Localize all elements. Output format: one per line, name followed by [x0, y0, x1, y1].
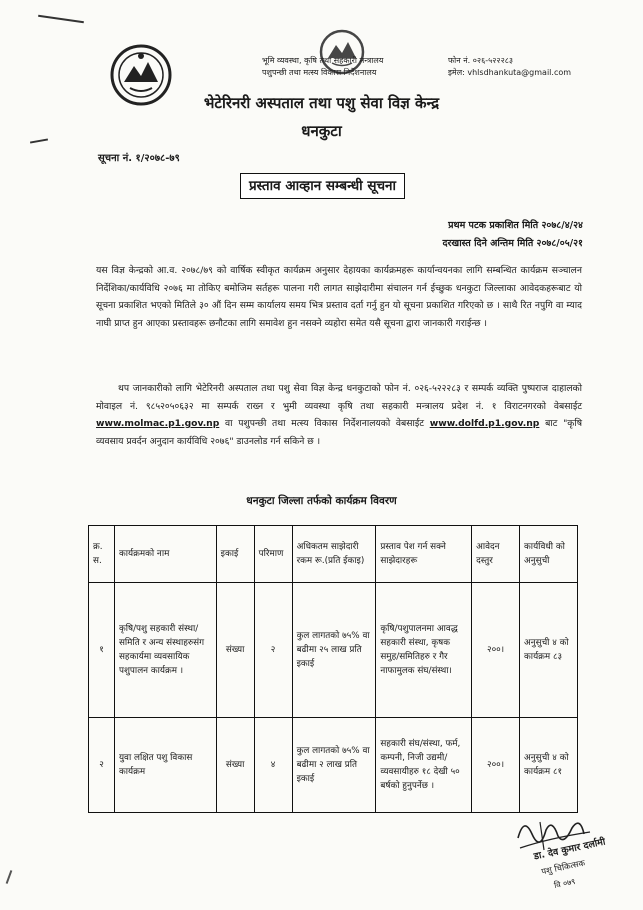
- notice-number: सूचना नं. १/२०७८-७९: [98, 153, 180, 164]
- deadline-date: दरखास्त दिने अन्तिम मिति २०७८/०५/२१: [442, 238, 583, 249]
- signatory-title: पशु चिकित्सक: [540, 858, 587, 878]
- website-link-dolfd[interactable]: www.dolfd.p1.gov.np: [429, 418, 540, 429]
- office-name: भेटेरिनरी अस्पताल तथा पशु सेवा विज्ञ केन्द्र: [203, 94, 440, 112]
- ministry-line1: भूमि व्यवस्था, कृषि तथा सहकारी मन्त्रालय: [262, 56, 384, 65]
- body-paragraph-1: यस विज्ञ केन्द्रको आ.व. २०७८/७९ को वार्षिक स्वीकृत कार्यक्रम अनुसार देहायका कार्यक्रमहरू कार्यान्वयनका लागि सम्बन्धित कार्यक्रम सञ्चालन निर्देशिका/कार्यविधि २०७६ मा तोकिए बमोजिम सर्तहरू पालना गरी लागत साझेदारीमा संचालन गर्न ईच्छुक धनकुटा जिल्लाका आवेदकहरूबाट यो सूचना प्रकाशित भएको मितिले ३० औं दिन सम्म कार्यालय समय भित्र प्रस्ताव दर्ता गर्नु हुन यो सूचना प्रकाशित गरिएको छ । साथै रित नपुगि वा म्याद नाघी प्राप्त हुन आएका प्रस्तावहरू छनौटका लागि समावेश हुन नसक्ने व्यहोरा समेत यसै सूचना द्वारा जानकारी गराईन्छ ।: [96, 265, 582, 329]
- ministry-line2: पशुपन्छी तथा मत्स्य विकास निर्देशनालय: [262, 68, 377, 77]
- signatory-name: डा. देव कुमार दर्लामी: [532, 836, 607, 863]
- scan-mark: [38, 15, 84, 23]
- office-city: धनकुटा: [301, 122, 342, 140]
- table-title: धनकुटा जिल्ला तर्फको कार्यक्रम विवरण: [246, 495, 397, 507]
- notice-subject: प्रस्ताव आव्हान सम्बन्धी सूचना: [240, 173, 405, 199]
- col-header-fee: आवेदन दस्तुर: [472, 526, 520, 583]
- cell-annex: अनुसुची ४ को कार्यक्रम ८१: [520, 718, 578, 813]
- cell-annex: अनुसुची ४ को कार्यक्रम ८३: [520, 583, 578, 718]
- cell-qty: ४: [254, 718, 292, 813]
- body-paragraph-2: [96, 380, 582, 450]
- scan-mark: [6, 870, 13, 884]
- col-header-amount: अधिकतम साझेदारी रकम रू.(प्रति ईकाइ): [292, 526, 376, 583]
- first-published-date: प्रथम पटक प्रकाशित मिति २०७८/४/२४: [448, 220, 583, 231]
- cell-partners: कृषि/पशुपालनमा आवद्ध सहकारी संस्था, कृषक समुह/समितिहरु र गैर नाफामुलक संघ/संस्था।: [376, 583, 472, 718]
- signatory-extra: वि ०७९: [553, 876, 577, 891]
- cell-sn: २: [89, 718, 115, 813]
- cell-partners: सहकारी संघ/संस्था, फर्म, कम्पनी, निजी उद्यमी/व्यवसायीहरु १८ देखी ५० बर्षको हुनुपर्नेछ ।: [376, 718, 472, 813]
- cell-name: युवा लक्षित पशु विकास कार्यक्रम: [114, 718, 216, 813]
- col-header-name: कार्यक्रमको नाम: [114, 526, 216, 583]
- col-header-sn: क्र. स.: [89, 526, 115, 583]
- ministry-block: [262, 55, 442, 79]
- paragraph2-part-b: वा पशुपन्छी तथा मत्स्य विकास निर्देशनालयको वेबसाईट: [225, 418, 424, 429]
- email-text: इमेल: vhlsdhankuta@gmail.com: [448, 68, 572, 77]
- contact-block: [448, 55, 608, 79]
- table-header-row: [89, 526, 578, 583]
- table-row: [89, 583, 578, 718]
- paragraph2-part-c: बाट "कृषि व्यवसाय प्रवर्दन अनुदान कार्यविधि २०७६" डाउनलोड गर्न सकिने छ ।: [96, 418, 583, 447]
- cell-sn: १: [89, 583, 115, 718]
- paragraph2-part-a: थप जानकारीको लागि भेटेरिनरी अस्पताल तथा पशु सेवा विज्ञ केन्द्र धनकुटाको फोन नं. ०२६-५२२२८३ र सम्पर्क व्यक्ति पुष्पराज दाहालको मोवाइल नं. ९८५२०५०६३२ मा सम्पर्क राख्न र भुमी व्यवस्था कृषि तथा सहकारी मन्त्रालय प्रदेश नं. १ विराटनगरको वेबसाईट: [96, 383, 582, 412]
- cell-qty: २: [254, 583, 292, 718]
- website-link-molmac[interactable]: www.molmac.p1.gov.np: [96, 418, 220, 429]
- col-header-annex: कार्यविधी को अनुसुची: [520, 526, 578, 583]
- cell-unit: संख्या: [216, 718, 254, 813]
- col-header-partners: प्रस्ताव पेश गर्न सक्ने साझेदारहरू: [376, 526, 472, 583]
- cell-amount: कुल लागतको ७५% वा बढीमा २ लाख प्रति इकाई: [292, 718, 376, 813]
- cell-fee: २००।: [472, 583, 520, 718]
- program-table: [88, 525, 578, 813]
- col-header-qty: परिमाण: [254, 526, 292, 583]
- table-row: [89, 718, 578, 813]
- cell-unit: संख्या: [216, 583, 254, 718]
- phone-text: फोन नं. ०२६-५२२२८३: [448, 56, 514, 65]
- cell-fee: २००।: [472, 718, 520, 813]
- cell-amount: कुल लागतको ७५% वा बढीमा २५ लाख प्रति इकाई: [292, 583, 376, 718]
- col-header-unit: इकाई: [216, 526, 254, 583]
- cell-name: कृषि/पशु सहकारी संस्था/समिति र अन्य संस्थाहरुसंग सहकार्यमा व्यवसायिक पशुपालन कार्यक्रम ।: [114, 583, 216, 718]
